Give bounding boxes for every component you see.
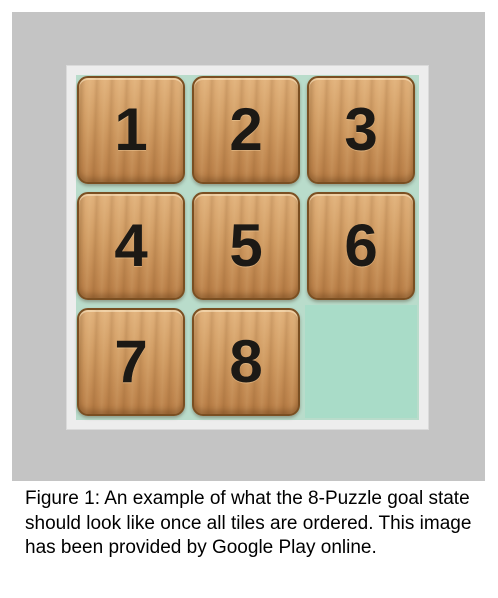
tile-4[interactable] bbox=[77, 192, 185, 300]
puzzle-board-frame bbox=[67, 66, 428, 429]
tile-3[interactable] bbox=[307, 76, 415, 184]
tile-number: 8 bbox=[229, 328, 263, 395]
tile-number: 5 bbox=[229, 212, 263, 279]
tile-number: 3 bbox=[344, 96, 378, 163]
figure-caption: Figure 1: An example of what the 8-Puzzle goal state should look like once all tiles are ordered. This image has been provided by Google Play online. bbox=[25, 488, 472, 558]
tile-5[interactable] bbox=[192, 192, 300, 300]
tile-6[interactable] bbox=[307, 192, 415, 300]
tile-number: 1 bbox=[114, 96, 148, 163]
tile-8[interactable] bbox=[192, 308, 300, 416]
puzzle-board bbox=[76, 75, 419, 420]
tile-number: 6 bbox=[344, 212, 378, 279]
empty-cell[interactable] bbox=[305, 305, 417, 418]
tile-number: 2 bbox=[229, 96, 263, 163]
tile-1[interactable] bbox=[77, 76, 185, 184]
tile-number: 4 bbox=[114, 212, 148, 279]
tile-number: 7 bbox=[114, 328, 148, 395]
figure-panel bbox=[12, 12, 485, 481]
tile-2[interactable] bbox=[192, 76, 300, 184]
tile-7[interactable] bbox=[77, 308, 185, 416]
